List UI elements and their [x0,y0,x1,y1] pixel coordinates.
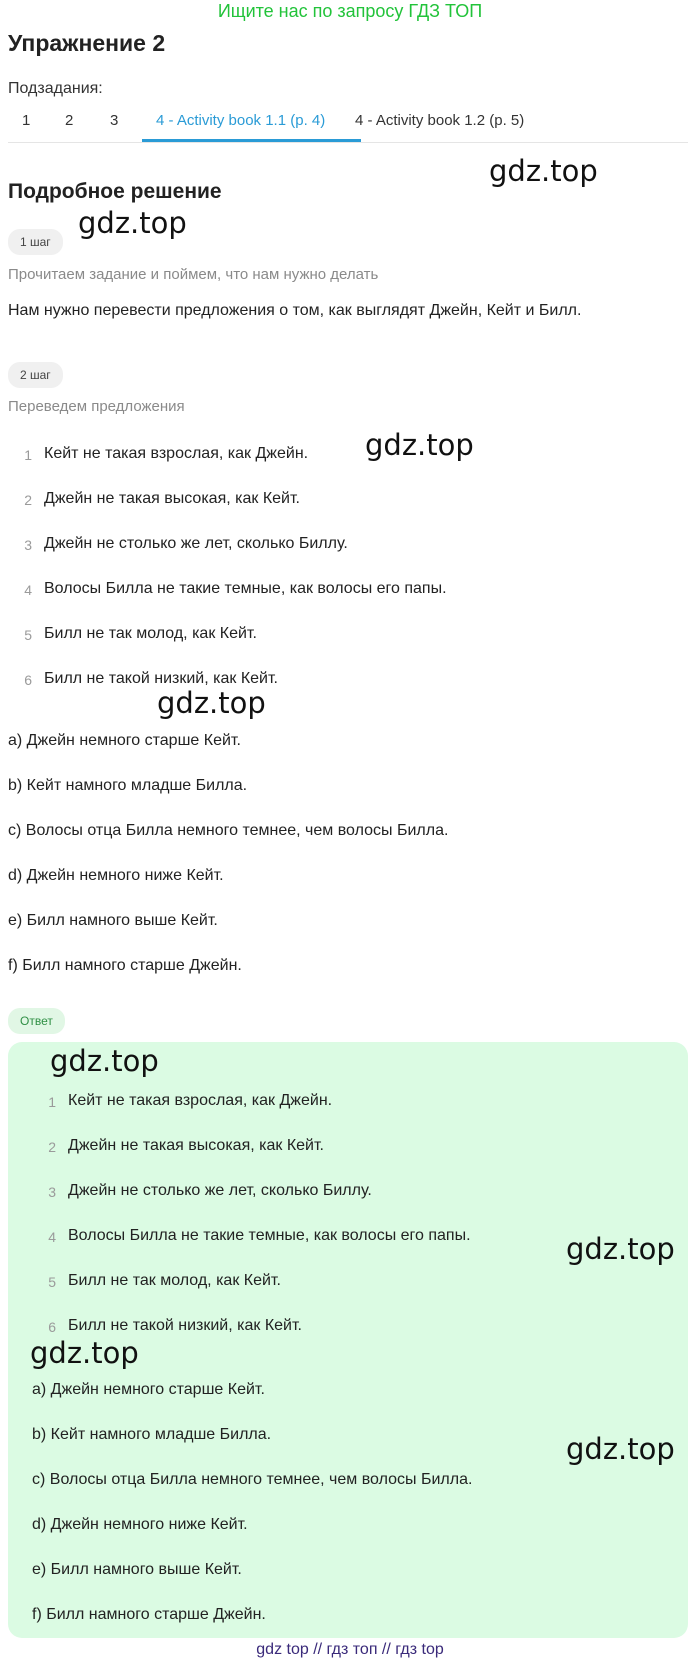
list-item-number: 6 [48,1319,56,1335]
list-item: f) Билл намного старше Джейн. [32,1606,266,1623]
active-tab-indicator [142,139,361,142]
list-item-number: 6 [24,672,32,688]
list-item: d) Джейн немного ниже Кейт. [32,1516,248,1533]
tab-activity-book-1-1[interactable]: 4 - Activity book 1.1 (p. 4) [156,112,326,129]
list-item: Билл не так молод, как Кейт. [44,625,257,642]
answer-chip: Ответ [8,1008,65,1034]
solution-heading: Подробное решение [8,180,222,203]
list-item: Волосы Билла не такие темные, как волосы его папы. [44,580,447,597]
step-1-hint: Прочитаем задание и поймем, что нам нужно делать [8,266,379,283]
list-item: Джейн не столько же лет, сколько Биллу. [68,1182,372,1199]
list-item: Джейн не такая высокая, как Кейт. [44,490,300,507]
list-item: e) Билл намного выше Кейт. [8,912,218,929]
step-2-chip: 2 шаг [8,362,63,388]
tab-2[interactable]: 2 [65,112,74,129]
watermark: gdz.top [365,428,474,462]
step-1-chip: 1 шаг [8,229,63,255]
list-item: e) Билл намного выше Кейт. [32,1561,242,1578]
list-item-number: 1 [24,447,32,463]
watermark: gdz.top [489,154,598,188]
watermark: gdz.top [50,1044,159,1078]
page-title: Упражнение 2 [8,30,166,56]
list-item: f) Билл намного старше Джейн. [8,957,242,974]
subtask-tabs [8,108,688,143]
list-item-number: 2 [48,1139,56,1155]
list-item: d) Джейн немного ниже Кейт. [8,867,224,884]
list-item: Джейн не столько же лет, сколько Биллу. [44,535,348,552]
list-item-number: 3 [24,537,32,553]
list-item-number: 5 [24,627,32,643]
watermark: gdz.top [30,1336,139,1370]
tab-activity-book-1-2[interactable]: 4 - Activity book 1.2 (p. 5) [355,112,525,129]
list-item: Джейн не такая высокая, как Кейт. [68,1137,324,1154]
promo-banner: Ищите нас по запросу ГДЗ ТОП [217,1,483,21]
list-item: c) Волосы отца Билла немного темнее, чем волосы Билла. [8,822,449,839]
list-item: Кейт не такая взрослая, как Джейн. [68,1092,333,1109]
list-item: Волосы Билла не такие темные, как волосы его папы. [68,1227,471,1244]
step-2-hint: Переведем предложения [8,398,185,415]
tab-1[interactable]: 1 [22,112,31,129]
list-item: b) Кейт намного младше Билла. [32,1426,272,1443]
list-item-number: 5 [48,1274,56,1290]
footer-links[interactable]: gdz top // гдз топ // гдз top [256,1641,444,1658]
list-item-number: 4 [48,1229,56,1245]
list-item-number: 1 [48,1094,56,1110]
list-item: Билл не такой низкий, как Кейт. [44,670,278,687]
list-item: b) Кейт намного младше Билла. [8,777,248,794]
list-item: a) Джейн немного старше Кейт. [32,1381,265,1398]
watermark: gdz.top [78,206,187,240]
list-item: a) Джейн немного старше Кейт. [8,732,241,749]
step-1-text: Нам нужно перевести предложения о том, как выглядят Джейн, Кейт и Билл. [8,302,582,319]
list-item-number: 2 [24,492,32,508]
subtasks-label: Подзадания: [8,80,103,97]
tab-3[interactable]: 3 [110,112,119,129]
list-item-number: 3 [48,1184,56,1200]
list-item-number: 4 [24,582,32,598]
list-item: c) Волосы отца Билла немного темнее, чем волосы Билла. [32,1471,473,1488]
watermark: gdz.top [566,1432,675,1466]
watermark: gdz.top [566,1232,675,1266]
watermark: gdz.top [157,686,266,720]
list-item: Кейт не такая взрослая, как Джейн. [44,445,309,462]
list-item: Билл не так молод, как Кейт. [68,1272,281,1289]
list-item: Билл не такой низкий, как Кейт. [68,1317,302,1334]
